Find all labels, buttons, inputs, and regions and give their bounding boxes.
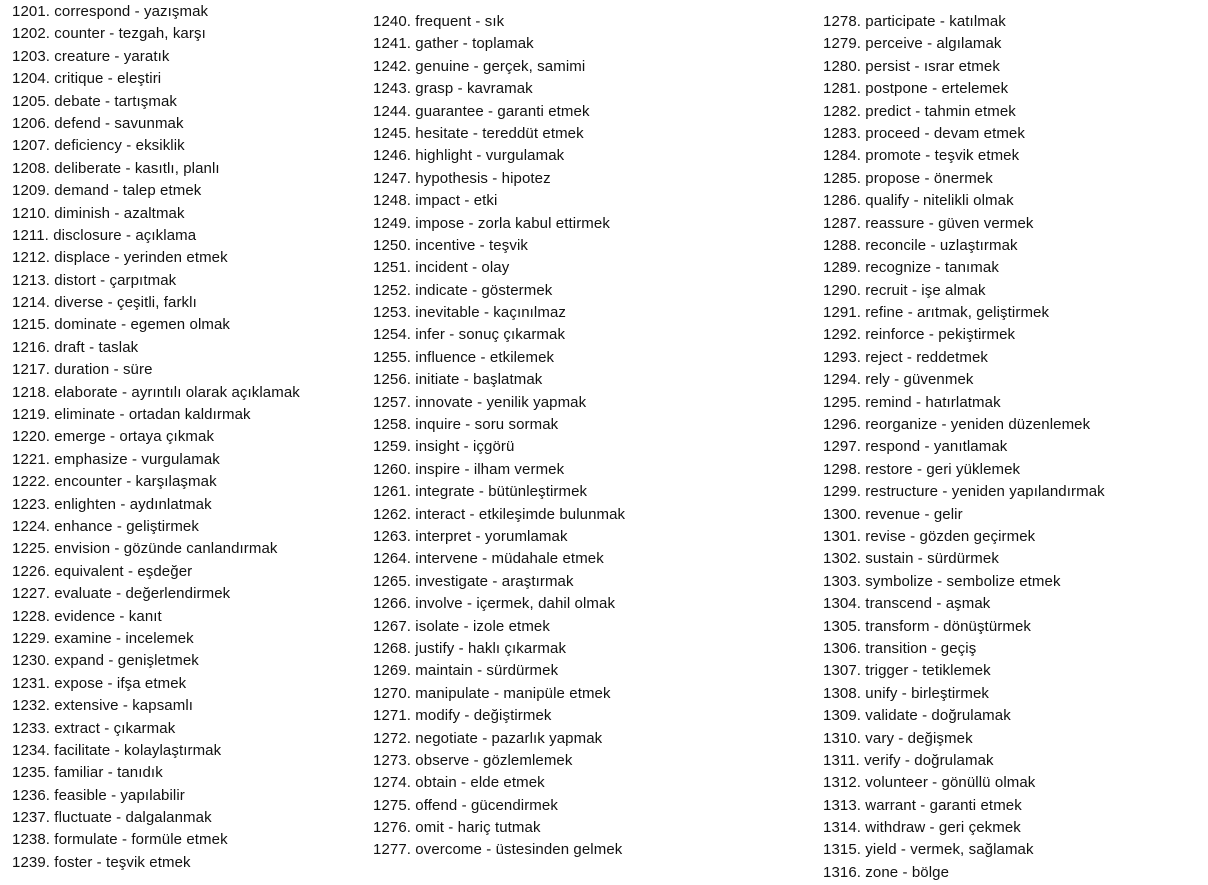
vocabulary-entry: 1239. foster - teşvik etmek xyxy=(12,853,191,871)
vocabulary-entry: 1258. inquire - soru sormak xyxy=(373,416,559,434)
vocabulary-entry: 1257. innovate - yenilik yapmak xyxy=(373,393,587,411)
vocabulary-entry: 1214. diverse - çeşitli, farklı xyxy=(12,294,197,312)
vocabulary-entry: 1208. deliberate - kasıtlı, planlı xyxy=(12,159,220,177)
vocabulary-entry: 1307. trigger - tetiklemek xyxy=(823,662,991,680)
vocabulary-entry: 1259. insight - içgörü xyxy=(373,438,515,456)
vocabulary-entry: 1302. sustain - sürdürmek xyxy=(823,550,999,568)
vocabulary-entry: 1306. transition - geçiş xyxy=(823,639,977,657)
vocabulary-entry: 1248. impact - etki xyxy=(373,192,498,210)
vocabulary-entry: 1288. reconcile - uzlaştırmak xyxy=(823,236,1018,254)
vocabulary-entry: 1238. formulate - formüle etmek xyxy=(12,831,228,849)
vocabulary-entry: 1237. fluctuate - dalgalanmak xyxy=(12,809,212,827)
vocabulary-entry: 1244. guarantee - garanti etmek xyxy=(373,102,590,120)
vocabulary-entry: 1232. extensive - kapsamlı xyxy=(12,697,194,715)
vocabulary-entry: 1246. highlight - vurgulamak xyxy=(373,147,565,165)
vocabulary-entry: 1271. modify - değiştirmek xyxy=(373,707,552,725)
vocabulary-entry: 1279. perceive - algılamak xyxy=(823,35,1002,53)
vocabulary-entry: 1225. envision - gözünde canlandırmak xyxy=(12,540,278,558)
vocabulary-entry: 1315. yield - vermek, sağlamak xyxy=(823,841,1034,859)
vocabulary-entry: 1268. justify - haklı çıkarmak xyxy=(373,639,567,657)
vocabulary-column-3 xyxy=(823,11,1105,884)
vocabulary-entry: 1297. respond - yanıtlamak xyxy=(823,438,1008,456)
vocabulary-entry: 1276. omit - hariç tutmak xyxy=(373,819,541,837)
vocabulary-entry: 1270. manipulate - manipüle etmek xyxy=(373,684,611,702)
vocabulary-entry: 1284. promote - teşvik etmek xyxy=(823,147,1020,165)
vocabulary-entry: 1254. infer - sonuç çıkarmak xyxy=(373,326,566,344)
vocabulary-entry: 1308. unify - birleştirmek xyxy=(823,684,989,702)
vocabulary-entry: 1226. equivalent - eşdeğer xyxy=(12,562,193,580)
vocabulary-entry: 1305. transform - dönüştürmek xyxy=(823,617,1031,635)
vocabulary-entry: 1310. vary - değişmek xyxy=(823,729,973,747)
vocabulary-entry: 1220. emerge - ortaya çıkmak xyxy=(12,428,215,446)
vocabulary-entry: 1252. indicate - göstermek xyxy=(373,281,553,299)
vocabulary-entry: 1296. reorganize - yeniden düzenlemek xyxy=(823,416,1091,434)
vocabulary-entry: 1273. observe - gözlemlemek xyxy=(373,751,573,769)
vocabulary-entry: 1204. critique - eleştiri xyxy=(12,70,162,88)
vocabulary-entry: 1316. zone - bölge xyxy=(823,863,950,881)
vocabulary-entry: 1303. symbolize - sembolize etmek xyxy=(823,572,1061,590)
vocabulary-entry: 1312. volunteer - gönüllü olmak xyxy=(823,774,1036,792)
vocabulary-entry: 1311. verify - doğrulamak xyxy=(823,751,994,769)
vocabulary-entry: 1266. involve - içermek, dahil olmak xyxy=(373,595,616,613)
vocabulary-entry: 1280. persist - ısrar etmek xyxy=(823,57,1000,75)
vocabulary-entry: 1278. participate - katılmak xyxy=(823,13,1006,30)
vocabulary-entry: 1206. defend - savunmak xyxy=(12,114,184,132)
vocabulary-column-1 xyxy=(12,1,300,874)
vocabulary-entry: 1251. incident - olay xyxy=(373,259,510,277)
vocabulary-entry: 1203. creature - yaratık xyxy=(12,47,170,65)
vocabulary-entry: 1247. hypothesis - hipotez xyxy=(373,169,551,187)
vocabulary-entry: 1281. postpone - ertelemek xyxy=(823,80,1009,98)
vocabulary-entry: 1272. negotiate - pazarlık yapmak xyxy=(373,729,603,747)
vocabulary-entry: 1228. evidence - kanıt xyxy=(12,607,162,625)
vocabulary-entry: 1287. reassure - güven vermek xyxy=(823,214,1034,232)
vocabulary-entry: 1202. counter - tezgah, karşı xyxy=(12,25,206,43)
vocabulary-entry: 1219. eliminate - ortadan kaldırmak xyxy=(12,406,251,424)
vocabulary-entry: 1230. expand - genişletmek xyxy=(12,652,199,670)
vocabulary-entry: 1265. investigate - araştırmak xyxy=(373,572,574,590)
vocabulary-entry: 1234. facilitate - kolaylaştırmak xyxy=(12,741,222,759)
vocabulary-entry: 1286. qualify - nitelikli olmak xyxy=(823,192,1014,210)
vocabulary-entry: 1313. warrant - garanti etmek xyxy=(823,796,1022,814)
vocabulary-entry: 1277. overcome - üstesinden gelmek xyxy=(373,841,623,859)
vocabulary-entry: 1293. reject - reddetmek xyxy=(823,348,988,366)
vocabulary-entry: 1201. correspond - yazışmak xyxy=(12,3,209,20)
vocabulary-entry: 1221. emphasize - vurgulamak xyxy=(12,450,220,468)
vocabulary-entry: 1242. genuine - gerçek, samimi xyxy=(373,57,586,75)
vocabulary-entry: 1233. extract - çıkarmak xyxy=(12,719,176,737)
vocabulary-entry: 1241. gather - toplamak xyxy=(373,35,534,53)
vocabulary-entry: 1256. initiate - başlatmak xyxy=(373,371,543,389)
vocabulary-entry: 1207. deficiency - eksiklik xyxy=(12,137,185,155)
vocabulary-entry: 1253. inevitable - kaçınılmaz xyxy=(373,304,566,322)
vocabulary-entry: 1269. maintain - sürdürmek xyxy=(373,662,559,680)
vocabulary-entry: 1231. expose - ifşa etmek xyxy=(12,674,187,692)
vocabulary-entry: 1291. refine - arıtmak, geliştirmek xyxy=(823,304,1050,322)
vocabulary-entry: 1213. distort - çarpıtmak xyxy=(12,271,177,289)
vocabulary-entry: 1210. diminish - azaltmak xyxy=(12,204,185,222)
vocabulary-entry: 1222. encounter - karşılaşmak xyxy=(12,473,217,491)
vocabulary-entry: 1236. feasible - yapılabilir xyxy=(12,786,185,804)
vocabulary-entry: 1283. proceed - devam etmek xyxy=(823,124,1025,142)
vocabulary-entry: 1245. hesitate - tereddüt etmek xyxy=(373,124,584,142)
vocabulary-entry: 1295. remind - hatırlatmak xyxy=(823,393,1001,411)
vocabulary-entry: 1304. transcend - aşmak xyxy=(823,595,991,613)
vocabulary-entry: 1260. inspire - ilham vermek xyxy=(373,460,565,478)
vocabulary-entry: 1314. withdraw - geri çekmek xyxy=(823,819,1021,837)
vocabulary-entry: 1299. restructure - yeniden yapılandırmak xyxy=(823,483,1105,501)
vocabulary-entry: 1240. frequent - sık xyxy=(373,13,505,30)
vocabulary-entry: 1275. offend - gücendirmek xyxy=(373,796,558,814)
vocabulary-entry: 1212. displace - yerinden etmek xyxy=(12,249,228,267)
vocabulary-entry: 1290. recruit - işe almak xyxy=(823,281,986,299)
vocabulary-entry: 1300. revenue - gelir xyxy=(823,505,963,523)
vocabulary-entry: 1218. elaborate - ayrıntılı olarak açıklamak xyxy=(12,383,300,401)
vocabulary-entry: 1211. disclosure - açıklama xyxy=(12,226,197,244)
vocabulary-entry: 1224. enhance - geliştirmek xyxy=(12,517,199,535)
vocabulary-entry: 1285. propose - önermek xyxy=(823,169,993,187)
vocabulary-entry: 1274. obtain - elde etmek xyxy=(373,774,545,792)
vocabulary-entry: 1250. incentive - teşvik xyxy=(373,236,528,254)
vocabulary-entry: 1289. recognize - tanımak xyxy=(823,259,999,277)
vocabulary-entry: 1216. draft - taslak xyxy=(12,338,139,356)
vocabulary-entry: 1294. rely - güvenmek xyxy=(823,371,974,389)
vocabulary-entry: 1282. predict - tahmin etmek xyxy=(823,102,1016,120)
vocabulary-entry: 1217. duration - süre xyxy=(12,361,153,379)
vocabulary-entry: 1227. evaluate - değerlendirmek xyxy=(12,585,231,603)
vocabulary-entry: 1267. isolate - izole etmek xyxy=(373,617,550,635)
vocabulary-entry: 1223. enlighten - aydınlatmak xyxy=(12,495,212,513)
vocabulary-column-2 xyxy=(373,11,625,862)
vocabulary-entry: 1263. interpret - yorumlamak xyxy=(373,527,568,545)
vocabulary-entry: 1262. interact - etkileşimde bulunmak xyxy=(373,505,626,523)
vocabulary-entry: 1209. demand - talep etmek xyxy=(12,182,202,200)
vocabulary-entry: 1292. reinforce - pekiştirmek xyxy=(823,326,1016,344)
vocabulary-entry: 1249. impose - zorla kabul ettirmek xyxy=(373,214,610,232)
vocabulary-entry: 1229. examine - incelemek xyxy=(12,629,194,647)
vocabulary-entry: 1235. familiar - tanıdık xyxy=(12,764,163,782)
vocabulary-entry: 1298. restore - geri yüklemek xyxy=(823,460,1021,478)
vocabulary-entry: 1215. dominate - egemen olmak xyxy=(12,316,231,334)
vocabulary-entry: 1309. validate - doğrulamak xyxy=(823,707,1011,725)
vocabulary-entry: 1255. influence - etkilemek xyxy=(373,348,555,366)
vocabulary-entry: 1264. intervene - müdahale etmek xyxy=(373,550,604,568)
vocabulary-entry: 1205. debate - tartışmak xyxy=(12,92,177,110)
vocabulary-entry: 1301. revise - gözden geçirmek xyxy=(823,527,1036,545)
vocabulary-entry: 1261. integrate - bütünleştirmek xyxy=(373,483,588,501)
vocabulary-entry: 1243. grasp - kavramak xyxy=(373,80,533,98)
